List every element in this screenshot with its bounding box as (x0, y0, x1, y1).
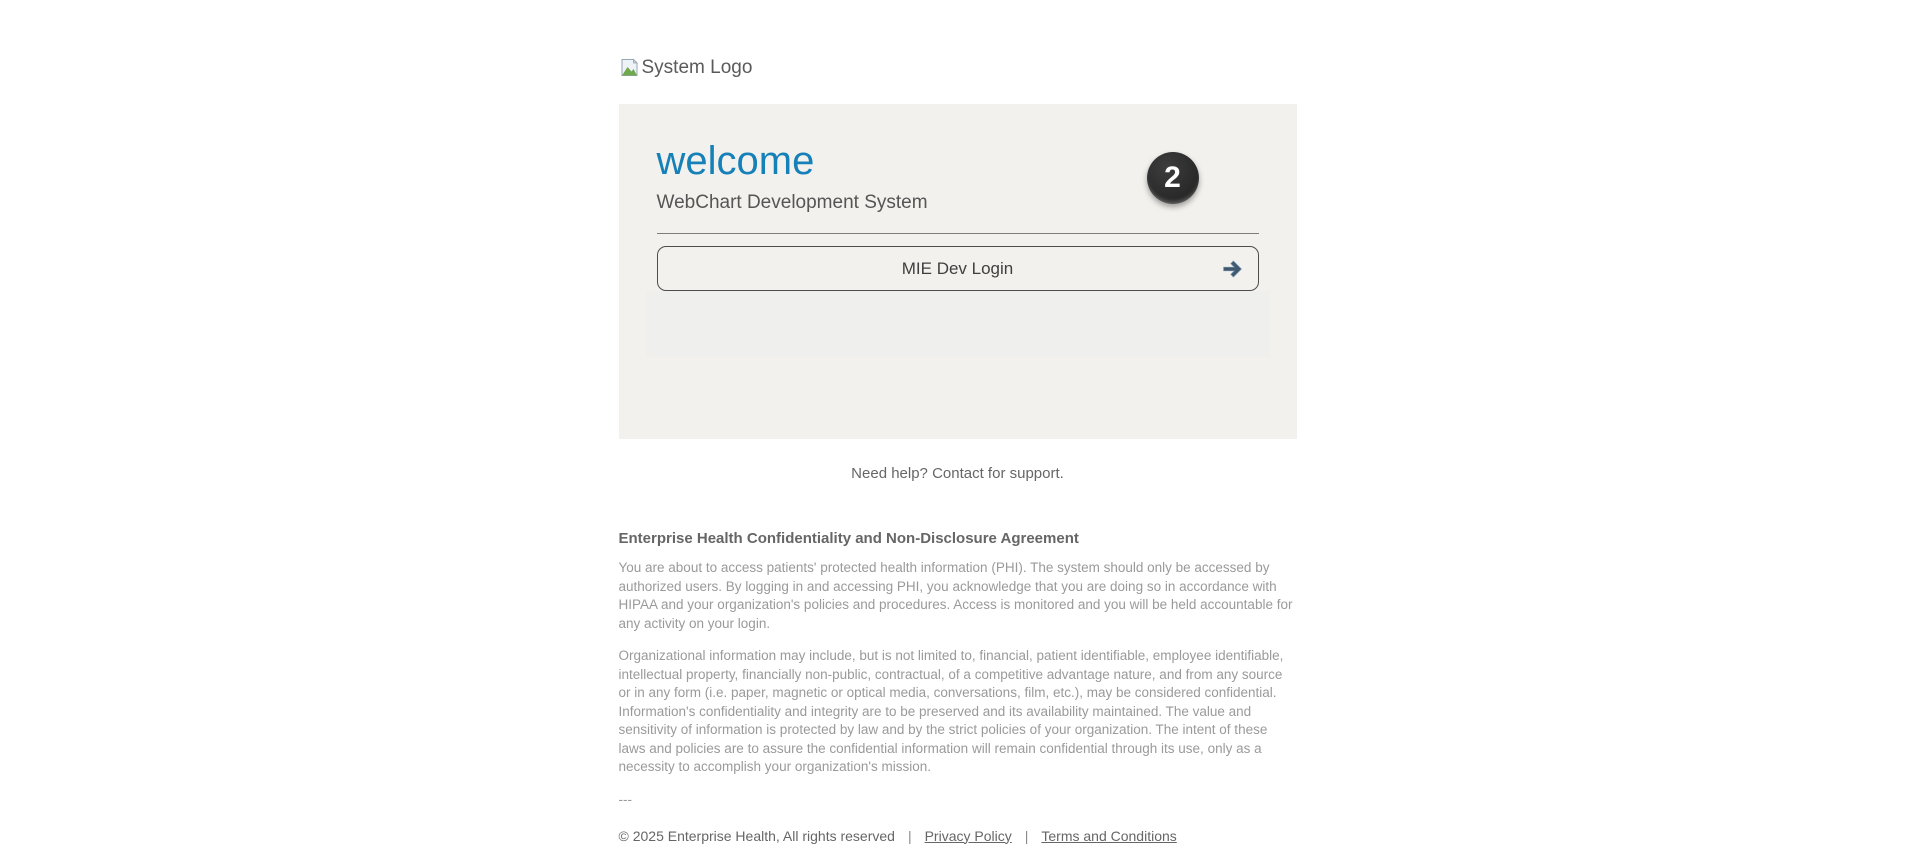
separator-dashes: --- (618, 791, 632, 807)
footer-separator: | (907, 827, 912, 844)
content-column (619, 56, 1297, 844)
copyright-text: © 2025 Enterprise Health, All rights reserved (618, 827, 895, 844)
login-options-panel (646, 291, 1270, 357)
mie-dev-login-button[interactable] (657, 246, 1259, 291)
agreement-paragraph-1: You are about to access patients' protected health information (PHI). The system should only be accessed by authorized users. By logging in and accessing PHI, you acknowledge that you are doing so in accordance with HIPAA and your organization's policies and procedures. Access is monitored and you will be held accountable for any activity on your login. (618, 560, 1293, 631)
system-logo (619, 56, 1297, 79)
step-badge-number: 2 (1164, 161, 1181, 194)
step-badge (1147, 152, 1199, 204)
agreement-section (619, 530, 1297, 808)
login-button-label: MIE Dev Login (901, 258, 1014, 278)
arrow-right-icon (1223, 260, 1242, 277)
system-name-subtitle: WebChart Development System (656, 192, 928, 213)
footer (619, 828, 1297, 844)
privacy-policy-link[interactable]: Privacy Policy (924, 827, 1012, 844)
broken-image-icon (619, 57, 640, 78)
footer-separator: | (1024, 827, 1029, 844)
help-text: Need help? Contact for support. (851, 465, 1064, 482)
terms-and-conditions-link[interactable]: Terms and Conditions (1041, 827, 1177, 844)
welcome-heading: welcome (656, 139, 815, 183)
login-card (619, 104, 1297, 439)
agreement-heading: Enterprise Health Confidentiality and Non-Disclosure Agreement (618, 530, 1079, 547)
card-divider (657, 233, 1259, 234)
agreement-paragraph-2: Organizational information may include, but is not limited to, financial, patient identifiable, employee identifiable, intellectual property, financially non-public, contractual, of a competitive advantage nature, and from any source or in any form (i.e. paper, magnetic or optical media, conversations, film, etc.), may be considered confidential. Information's confidentiality and integrity are to be preserved and its availability maintained. The value and sensitivity of information is protected by law and by the strict policies of your organization. The intent of these laws and policies are to assure the confidential information will remain confidential through its use, only as a necessity to accomplish your organization's mission. (618, 648, 1284, 774)
system-logo-alt-text: System Logo (641, 56, 753, 78)
